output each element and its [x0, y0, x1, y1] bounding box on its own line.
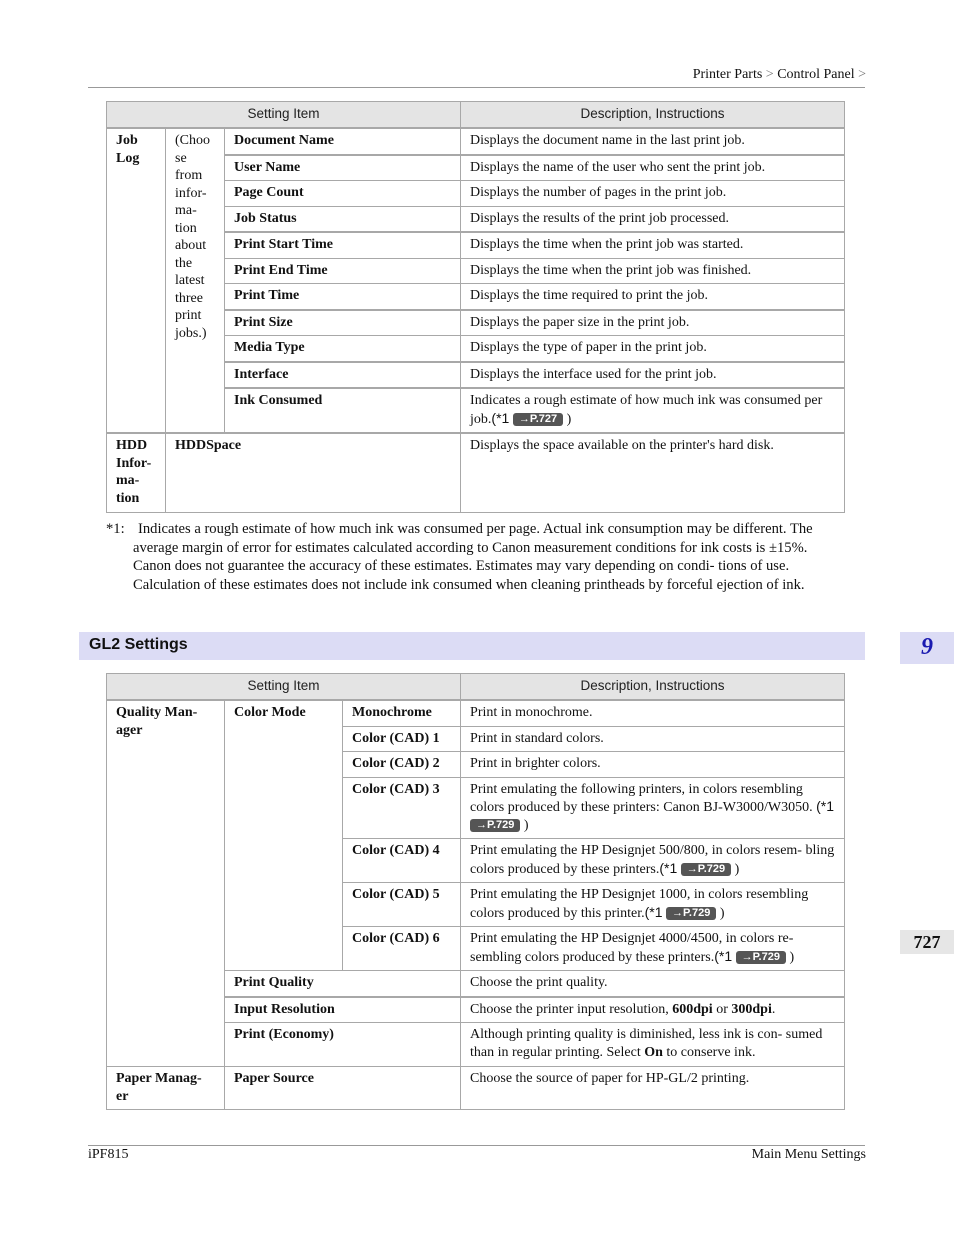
footnote-marker: (*1	[491, 409, 510, 426]
description-cell	[461, 883, 845, 927]
description-cell: Displays the time when the print job was started.	[461, 232, 845, 258]
breadcrumb-separator: >	[765, 67, 774, 82]
option-color-cad-4: Color (CAD) 4	[343, 839, 461, 883]
table-row	[107, 433, 845, 512]
description-cell: Displays the type of paper in the print job.	[461, 336, 845, 362]
description-cell: Displays the time required to print the job.	[461, 284, 845, 310]
description-cell: Displays the time when the print job was finished.	[461, 258, 845, 284]
description-cell: Displays the name of the user who sent the print job.	[461, 155, 845, 181]
cad6-description: Print emulating the HP Designjet 4000/4500, in colors re- sembling colors produced by these printers.	[470, 931, 794, 965]
option-monochrome: Monochrome	[343, 700, 461, 726]
description-cell: Choose the source of paper for HP-GL/2 printing.	[461, 1067, 845, 1110]
footnote-marker: (*1	[644, 903, 663, 920]
setting-print-size: Print Size	[225, 310, 461, 336]
footnote-label: *1:	[106, 521, 125, 537]
setting-print-quality: Print Quality	[225, 971, 461, 997]
setting-document-name: Document Name	[225, 128, 461, 155]
cad5-description: Print emulating the HP Designjet 1000, in colors resembling colors produced by this printer.	[470, 887, 809, 921]
cad3-description: Print emulating the following printers, in colors resembling colors produced by these printers: Canon BJ-W3000/W3050.	[470, 781, 813, 815]
reference-close: )	[734, 861, 740, 877]
page-reference-link[interactable]: →P.729	[736, 951, 786, 964]
table-header-row	[107, 102, 845, 129]
footnote-text: Indicates a rough estimate of how much ink was consumed per page. Actual ink consumption may be different. The average margin of error for estimates calculated according to Canon measurement conditions for ink costs is ±15%. Canon does not guarantee the accuracy of these estimates. Estimates may vary depending on condi- tions of use. Calculation of these estimates does not include ink consumed when cleaning printheads by forceful ejection of ink.	[133, 521, 813, 594]
setting-user-name: User Name	[225, 155, 461, 181]
setting-ink-consumed: Ink Consumed	[225, 388, 461, 433]
description-cell: Displays the paper size in the print job.	[461, 310, 845, 336]
setting-color-mode: Color Mode	[225, 700, 343, 971]
description-cell: Displays the results of the print job processed.	[461, 206, 845, 232]
table-header-row	[107, 674, 845, 701]
footer-section: Main Menu Settings	[751, 1147, 866, 1162]
gl2-settings-table	[106, 673, 845, 1110]
chapter-tab[interactable]: 9	[900, 632, 954, 664]
value-600dpi: 600dpi	[672, 1001, 713, 1017]
print-economy-description-end: to conserve ink.	[666, 1044, 756, 1060]
table-row	[107, 128, 845, 155]
page-reference-link[interactable]: →P.729	[666, 907, 716, 920]
setting-page-count: Page Count	[225, 181, 461, 207]
description-cell: Displays the document name in the last print job.	[461, 128, 845, 155]
page-reference-link[interactable]: →P.727	[513, 413, 563, 426]
column-header-setting-item: Setting Item	[107, 102, 461, 129]
ink-consumed-description: Indicates a rough estimate of how much ink was consumed per job.	[470, 393, 823, 427]
group-quality-manager: Quality Man- ager	[107, 700, 225, 1067]
group-job-log: Job Log	[107, 128, 166, 433]
reference-close: )	[789, 949, 795, 965]
value-on: On	[644, 1044, 663, 1060]
table-row	[107, 1067, 845, 1110]
description-cell: Displays the number of pages in the print job.	[461, 181, 845, 207]
setting-print-end-time: Print End Time	[225, 258, 461, 284]
group-hdd-information: HDD Infor- ma- tion	[107, 433, 166, 512]
group-paper-manager: Paper Manag- er	[107, 1067, 225, 1110]
setting-print-start-time: Print Start Time	[225, 232, 461, 258]
reference-close: )	[523, 817, 529, 833]
column-header-description: Description, Instructions	[461, 102, 845, 129]
setting-job-status: Job Status	[225, 206, 461, 232]
breadcrumb-link-printer-parts[interactable]: Printer Parts	[692, 67, 763, 82]
description-cell: Displays the space available on the printer's hard disk.	[461, 433, 845, 512]
description-cell	[461, 777, 845, 839]
description-cell: Print in monochrome.	[461, 700, 845, 726]
description-cell	[461, 839, 845, 883]
section-heading-bar	[79, 632, 865, 660]
print-economy-description: Although printing quality is diminished, less ink is con- sumed than in regular printing. Select	[470, 1027, 823, 1060]
option-color-cad-6: Color (CAD) 6	[343, 927, 461, 971]
period: .	[771, 1001, 776, 1017]
footnote-marker: (*1	[816, 798, 834, 814]
setting-print-time: Print Time	[225, 284, 461, 310]
job-log-settings-table	[106, 101, 845, 513]
setting-paper-source: Paper Source	[225, 1067, 461, 1110]
description-cell: Print in brighter colors.	[461, 752, 845, 778]
breadcrumb	[693, 67, 866, 83]
setting-input-resolution: Input Resolution	[225, 997, 461, 1023]
header-divider	[88, 87, 865, 88]
table-row	[107, 700, 845, 726]
cad4-description: Print emulating the HP Designjet 500/800, in colors resem- bling colors produced by these printers.	[470, 843, 835, 877]
breadcrumb-link-control-panel[interactable]: Control Panel	[777, 67, 855, 82]
choose-note: (Choo se from infor- ma- tion about the latest three print jobs.)	[166, 128, 225, 433]
footer-model: iPF815	[88, 1147, 129, 1162]
description-cell	[461, 997, 845, 1023]
footnote-marker: (*1	[659, 859, 678, 876]
value-300dpi: 300dpi	[731, 1001, 772, 1017]
description-cell	[461, 1023, 845, 1067]
footer-divider	[88, 1145, 865, 1146]
setting-media-type: Media Type	[225, 336, 461, 362]
setting-hddspace: HDDSpace	[166, 433, 461, 512]
page-number: 727	[900, 930, 954, 954]
breadcrumb-separator: >	[858, 67, 866, 82]
column-header-setting-item: Setting Item	[107, 674, 461, 701]
input-resolution-description: Choose the printer input resolution,	[470, 1001, 669, 1017]
footnote-marker: (*1	[714, 947, 733, 964]
description-cell: Choose the print quality.	[461, 971, 845, 997]
description-cell	[461, 388, 845, 433]
option-color-cad-2: Color (CAD) 2	[343, 752, 461, 778]
conjunction-or: or	[716, 1001, 728, 1017]
page-reference-link[interactable]: →P.729	[470, 819, 520, 832]
setting-interface: Interface	[225, 362, 461, 389]
column-header-description: Description, Instructions	[461, 674, 845, 701]
option-color-cad-1: Color (CAD) 1	[343, 726, 461, 752]
description-cell	[461, 927, 845, 971]
section-title: GL2 Settings	[89, 636, 188, 653]
description-cell: Print in standard colors.	[461, 726, 845, 752]
description-cell: Displays the interface used for the print job.	[461, 362, 845, 389]
reference-close: )	[719, 905, 725, 921]
reference-close: )	[566, 411, 572, 427]
option-color-cad-3: Color (CAD) 3	[343, 777, 461, 839]
option-color-cad-5: Color (CAD) 5	[343, 883, 461, 927]
page-reference-link[interactable]: →P.729	[681, 863, 731, 876]
setting-print-economy: Print (Economy)	[225, 1023, 461, 1067]
